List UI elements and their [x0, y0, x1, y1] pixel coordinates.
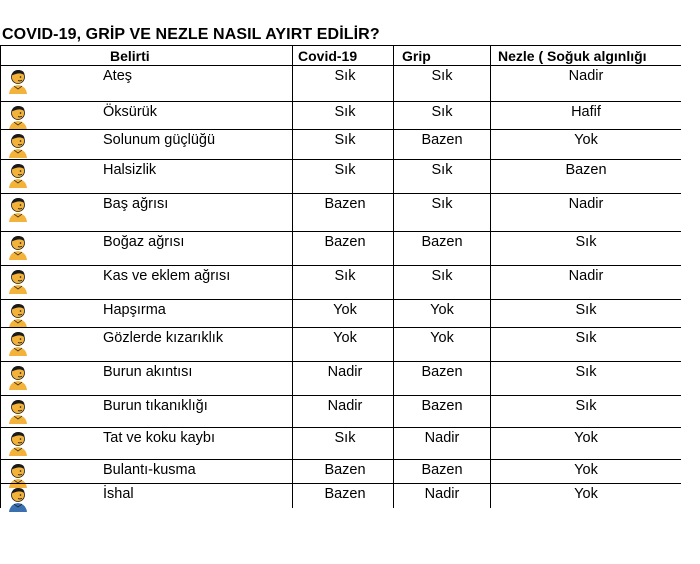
flu-cell: Sık	[431, 268, 453, 284]
covid-cell: Bazen	[324, 486, 366, 502]
header-covid: Covid-19	[298, 48, 358, 64]
cold-cell: Sık	[575, 398, 597, 414]
person-stuffy-nose-icon	[7, 397, 29, 425]
table-row	[0, 266, 700, 300]
symptom-cell: Kas ve eklem ağrısı	[103, 268, 231, 284]
cold-cell: Nadir	[568, 196, 604, 212]
symptom-cell: Burun tıkanıklığı	[103, 398, 208, 414]
cold-cell: Sık	[575, 364, 597, 380]
person-runny-nose-icon	[7, 363, 29, 391]
table-row	[0, 232, 700, 266]
flu-cell: Nadir	[424, 430, 460, 446]
table-row	[0, 328, 700, 362]
flu-cell: Sık	[431, 162, 453, 178]
cold-cell: Yok	[574, 132, 598, 148]
symptom-cell: Bulantı-kusma	[103, 462, 196, 478]
flu-cell: Bazen	[421, 132, 463, 148]
table-row	[0, 428, 700, 460]
page-title: COVID-19, GRİP VE NEZLE NASIL AYIRT EDİLİR?	[2, 26, 380, 43]
covid-cell: Yok	[333, 302, 357, 318]
covid-cell: Nadir	[327, 398, 363, 414]
table-row	[0, 102, 700, 130]
person-diarrhea-icon	[7, 485, 29, 513]
symptom-cell: Gözlerde kızarıklık	[103, 330, 224, 346]
table-row	[0, 130, 700, 160]
person-fever-icon	[7, 67, 29, 95]
symptom-cell: Ateş	[103, 68, 133, 84]
person-red-eyes-icon	[7, 329, 29, 357]
cold-cell: Bazen	[565, 162, 607, 178]
covid-cell: Sık	[334, 430, 356, 446]
covid-cell: Sık	[334, 162, 356, 178]
symptom-cell: Öksürük	[103, 104, 157, 120]
symptom-cell: Solunum güçlüğü	[103, 132, 216, 148]
cold-cell: Hafif	[571, 104, 601, 120]
covid-cell: Sık	[334, 68, 356, 84]
flu-cell: Bazen	[421, 398, 463, 414]
cold-cell: Sık	[575, 330, 597, 346]
table-row	[0, 460, 700, 484]
person-headache-icon	[7, 195, 29, 223]
table-row	[0, 194, 700, 232]
cold-cell: Nadir	[568, 268, 604, 284]
symptom-table	[0, 66, 700, 504]
header-cold: Nezle ( Soğuk algınlığı	[498, 48, 647, 64]
flu-cell: Bazen	[421, 364, 463, 380]
flu-cell: Bazen	[421, 234, 463, 250]
table-header	[0, 46, 700, 66]
person-smell-loss-icon	[7, 429, 29, 457]
flu-cell: Nadir	[424, 486, 460, 502]
symptom-cell: Tat ve koku kaybı	[103, 430, 216, 446]
flu-cell: Sık	[431, 196, 453, 212]
covid-cell: Nadir	[327, 364, 363, 380]
flu-cell: Yok	[430, 302, 454, 318]
table-row	[0, 396, 700, 428]
table-row	[0, 484, 700, 504]
table-row	[0, 66, 700, 102]
cold-cell: Yok	[574, 430, 598, 446]
flu-cell: Sık	[431, 104, 453, 120]
person-breathing-icon	[7, 131, 29, 159]
symptom-cell: Hapşırma	[103, 302, 166, 318]
person-sore-throat-icon	[7, 233, 29, 261]
covid-cell: Bazen	[324, 196, 366, 212]
symptom-cell: Baş ağrısı	[103, 196, 169, 212]
symptom-cell: Halsizlik	[103, 162, 157, 178]
symptom-cell: Burun akıntısı	[103, 364, 193, 380]
person-muscle-pain-icon	[7, 267, 29, 295]
covid-cell: Sık	[334, 132, 356, 148]
person-fatigue-icon	[7, 161, 29, 189]
flu-cell: Sık	[431, 68, 453, 84]
table-row	[0, 300, 700, 328]
covid-cell: Sık	[334, 104, 356, 120]
header-symptom: Belirti	[110, 48, 150, 64]
symptom-cell: İshal	[103, 486, 134, 502]
person-cough-icon	[7, 103, 29, 131]
table-row	[0, 362, 700, 396]
covid-cell: Bazen	[324, 234, 366, 250]
cold-cell: Nadir	[568, 68, 604, 84]
symptom-cell: Boğaz ağrısı	[103, 234, 185, 250]
covid-cell: Sık	[334, 268, 356, 284]
cold-cell: Yok	[574, 462, 598, 478]
cold-cell: Yok	[574, 486, 598, 502]
person-sneeze-icon	[7, 301, 29, 329]
cold-cell: Sık	[575, 302, 597, 318]
table-row	[0, 160, 700, 194]
flu-cell: Bazen	[421, 462, 463, 478]
flu-cell: Yok	[430, 330, 454, 346]
cold-cell: Sık	[575, 234, 597, 250]
header-flu: Grip	[402, 48, 431, 64]
covid-cell: Bazen	[324, 462, 366, 478]
covid-cell: Yok	[333, 330, 357, 346]
